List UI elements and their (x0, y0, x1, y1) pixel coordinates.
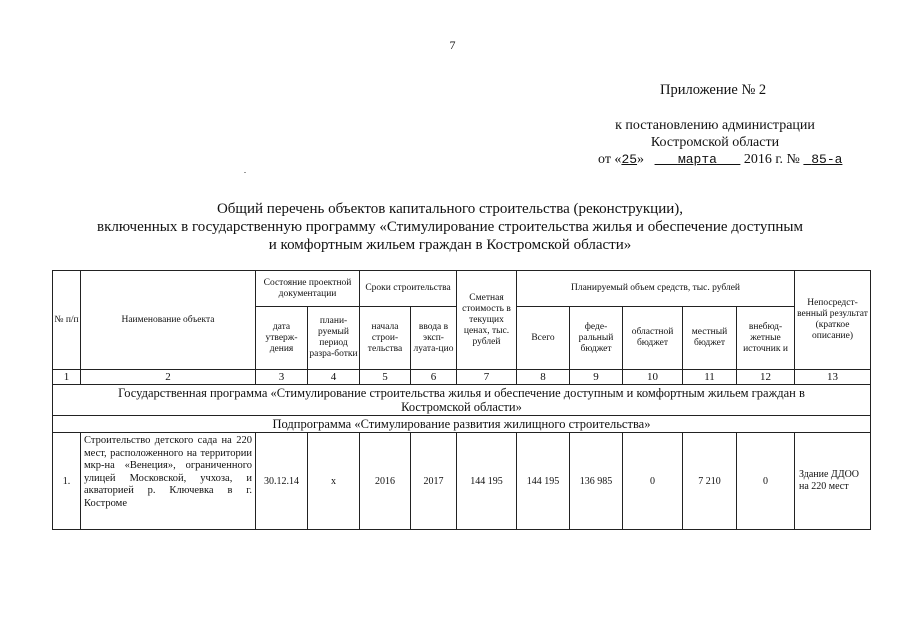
objects-table (52, 270, 871, 530)
decree-year: 2016 г. № (743, 152, 800, 167)
column-number: 4 (308, 370, 360, 385)
column-number-row (53, 370, 871, 385)
row-estimate: 144 195 (457, 433, 517, 530)
column-number: 8 (517, 370, 570, 385)
column-number: 9 (570, 370, 623, 385)
row-num: 1. (53, 433, 81, 530)
decree-line-3 (598, 152, 842, 168)
subprogram-title: Подпрограмма «Стимулирование развития жилищного строительства» (53, 416, 871, 433)
table-row (53, 433, 871, 530)
decree-line-2: Костромской области (650, 135, 780, 150)
title-line-2: включенных в государственную программу «Стимулирование строительства жилья и обеспечение доступным (97, 219, 803, 235)
row-planned-period: х (308, 433, 360, 530)
column-number: 2 (81, 370, 256, 385)
header-row-1 (53, 271, 871, 307)
column-number: 3 (256, 370, 308, 385)
header-approval-date: дата утверж-дения (256, 307, 308, 370)
page-number: 7 (449, 38, 456, 52)
column-number: 5 (360, 370, 411, 385)
row-total: 144 195 (517, 433, 570, 530)
row-local: 7 210 (683, 433, 737, 530)
row-extrabudget: 0 (737, 433, 795, 530)
column-number: 12 (737, 370, 795, 385)
header-result: Непосредст-венный результат (краткое описание) (795, 271, 871, 370)
subprogram-row (53, 416, 871, 433)
decree-mid: » (637, 152, 645, 167)
header-total: Всего (517, 307, 570, 370)
program-title: Государственная программа «Стимулирование строительства жилья и обеспечение доступным и комфортным жильем граждан в Костромской области» (53, 385, 871, 416)
decree-line-1: к постановлению администрации (615, 118, 815, 133)
row-object-name: Строительство детского сада на 220 мест, расположенного на территории мкр-на «Венеция», ограниченного улицей Московской, учхоза, и акваторией р. Ключевка в г. Костроме (81, 433, 256, 530)
header-start: начала строи-тельства (360, 307, 411, 370)
program-row (53, 385, 871, 416)
scan-speck (244, 172, 246, 173)
annex-title: Приложение № 2 (660, 82, 767, 98)
decree-number: 85-а (811, 152, 843, 167)
header-planned-funds: Планируемый объем средств, тыс. рублей (517, 271, 795, 307)
row-federal: 136 985 (570, 433, 623, 530)
header-federal: феде-ральный бюджет (570, 307, 623, 370)
column-number: 10 (623, 370, 683, 385)
header-name: Наименование объекта (81, 271, 256, 370)
header-commission: ввода в эксп-луата-цио (411, 307, 457, 370)
column-number: 11 (683, 370, 737, 385)
column-number: 7 (457, 370, 517, 385)
title-line-3: и комфортным жильем граждан в Костромской области» (268, 237, 632, 253)
title-line-1: Общий перечень объектов капитального строительства (реконструкции), (216, 201, 684, 217)
header-extrabudget: внебюд-жетные источник и (737, 307, 795, 370)
row-start: 2016 (360, 433, 411, 530)
header-num: № п/п (53, 271, 81, 370)
header-estimate: Сметная стоимость в текущих ценах, тыс. рублей (457, 271, 517, 370)
header-terms: Сроки строительства (360, 271, 457, 307)
header-project-docs: Состояние проектной документации (256, 271, 360, 307)
decree-prefix: от « (598, 152, 622, 167)
document-title (90, 200, 810, 254)
column-number: 1 (53, 370, 81, 385)
column-number: 13 (795, 370, 871, 385)
decree-month: марта (677, 152, 717, 167)
decree-day: 25 (621, 152, 638, 167)
row-regional: 0 (623, 433, 683, 530)
row-result: Здание ДДОО на 220 мест (795, 433, 871, 530)
row-approval-date: 30.12.14 (256, 433, 308, 530)
column-number: 6 (411, 370, 457, 385)
header-regional: областной бюджет (623, 307, 683, 370)
header-local: местный бюджет (683, 307, 737, 370)
header-planned-period: плани-руемый период разра-ботки (308, 307, 360, 370)
row-commission: 2017 (411, 433, 457, 530)
